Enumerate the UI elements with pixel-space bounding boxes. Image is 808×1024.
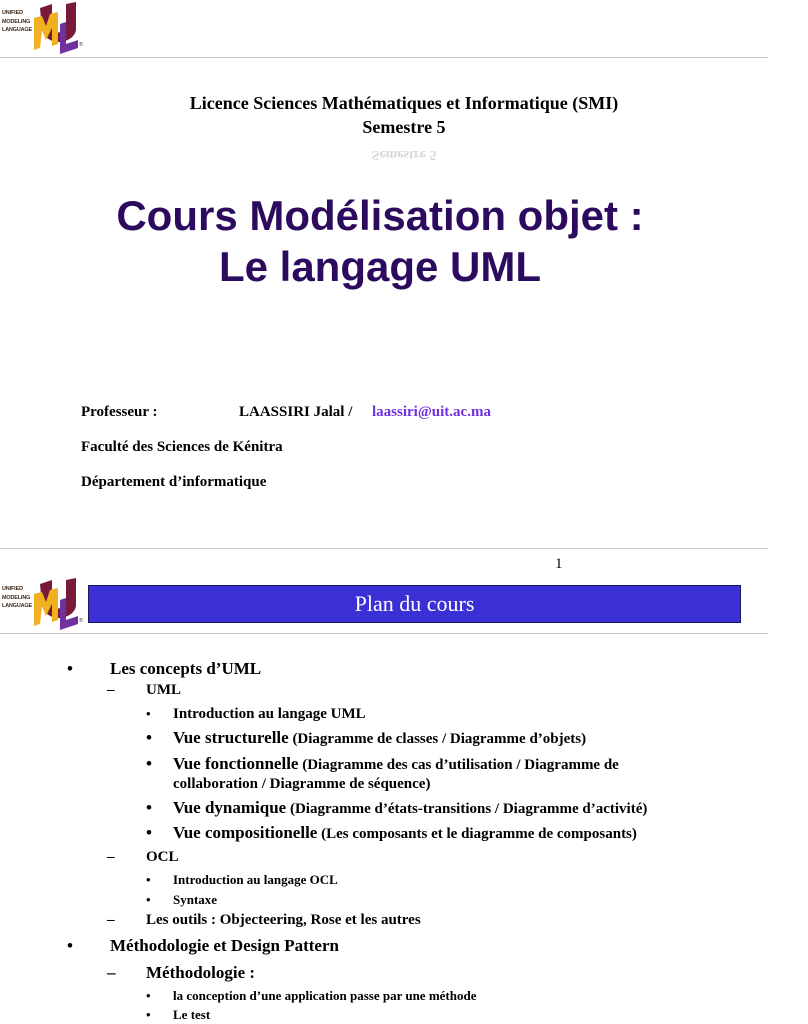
bullet-icon: • <box>146 823 152 842</box>
uml-logo-mark-icon <box>0 576 82 630</box>
professor-label: Professeur : <box>81 404 158 420</box>
dash-icon: – <box>107 963 116 982</box>
logo-word-unified: UNIFIED <box>2 10 23 16</box>
professor-name: LAASSIRI Jalal / <box>239 404 353 420</box>
bullet-icon: • <box>146 872 151 887</box>
bullet-icon: • <box>146 798 152 817</box>
bullet-icon: • <box>146 706 151 721</box>
course-title-line2: Le langage UML <box>218 243 542 290</box>
dash-icon: – <box>107 849 115 865</box>
bullet-icon: • <box>67 936 73 955</box>
bullet-icon: • <box>146 988 151 1003</box>
dash-icon: – <box>107 682 115 698</box>
page-number: 1 <box>555 556 563 572</box>
bullet-icon: • <box>146 1007 151 1022</box>
svg-text:®: ® <box>79 618 83 624</box>
list-item-continuation: collaboration / Diagramme de séquence) <box>173 776 431 792</box>
logo-word-modeling: MODELING <box>2 18 31 25</box>
uml-logo <box>0 0 82 54</box>
course-title-line1: Cours Modélisation objet : <box>116 192 644 239</box>
bullet-icon: • <box>146 892 151 907</box>
professor-line <box>81 404 491 421</box>
bullet-icon: • <box>146 728 152 747</box>
uml-logo-mark-icon <box>0 0 82 54</box>
header-divider <box>0 57 768 58</box>
course-title <box>0 190 760 292</box>
dash-icon: – <box>107 912 115 928</box>
svg-text:®: ® <box>79 42 83 48</box>
slide-separator <box>0 548 768 549</box>
program-subtitle: Licence Sciences Mathématiques et Informatique (SMI) <box>189 93 619 113</box>
plan-banner: Plan du cours <box>88 585 741 623</box>
logo-word-unified: UNIFIED <box>2 586 23 592</box>
logo-word-modeling: MODELING <box>2 594 31 601</box>
uml-logo-slide2 <box>0 576 82 630</box>
bullet-icon: • <box>67 659 73 678</box>
logo-word-language: LANGUAGE <box>2 27 33 33</box>
semester-subtitle: Semestre 5 <box>362 117 446 137</box>
professor-email-link[interactable]: laassiri@uit.ac.ma <box>372 404 491 420</box>
department-line: Département d’informatique <box>81 474 267 490</box>
logo-word-language: LANGUAGE <box>2 603 33 609</box>
faculty-line: Faculté des Sciences de Kénitra <box>81 439 283 455</box>
bullet-icon: • <box>146 754 152 773</box>
banner-divider <box>0 633 768 634</box>
semester-reflection: Semestre 5 <box>371 147 437 162</box>
